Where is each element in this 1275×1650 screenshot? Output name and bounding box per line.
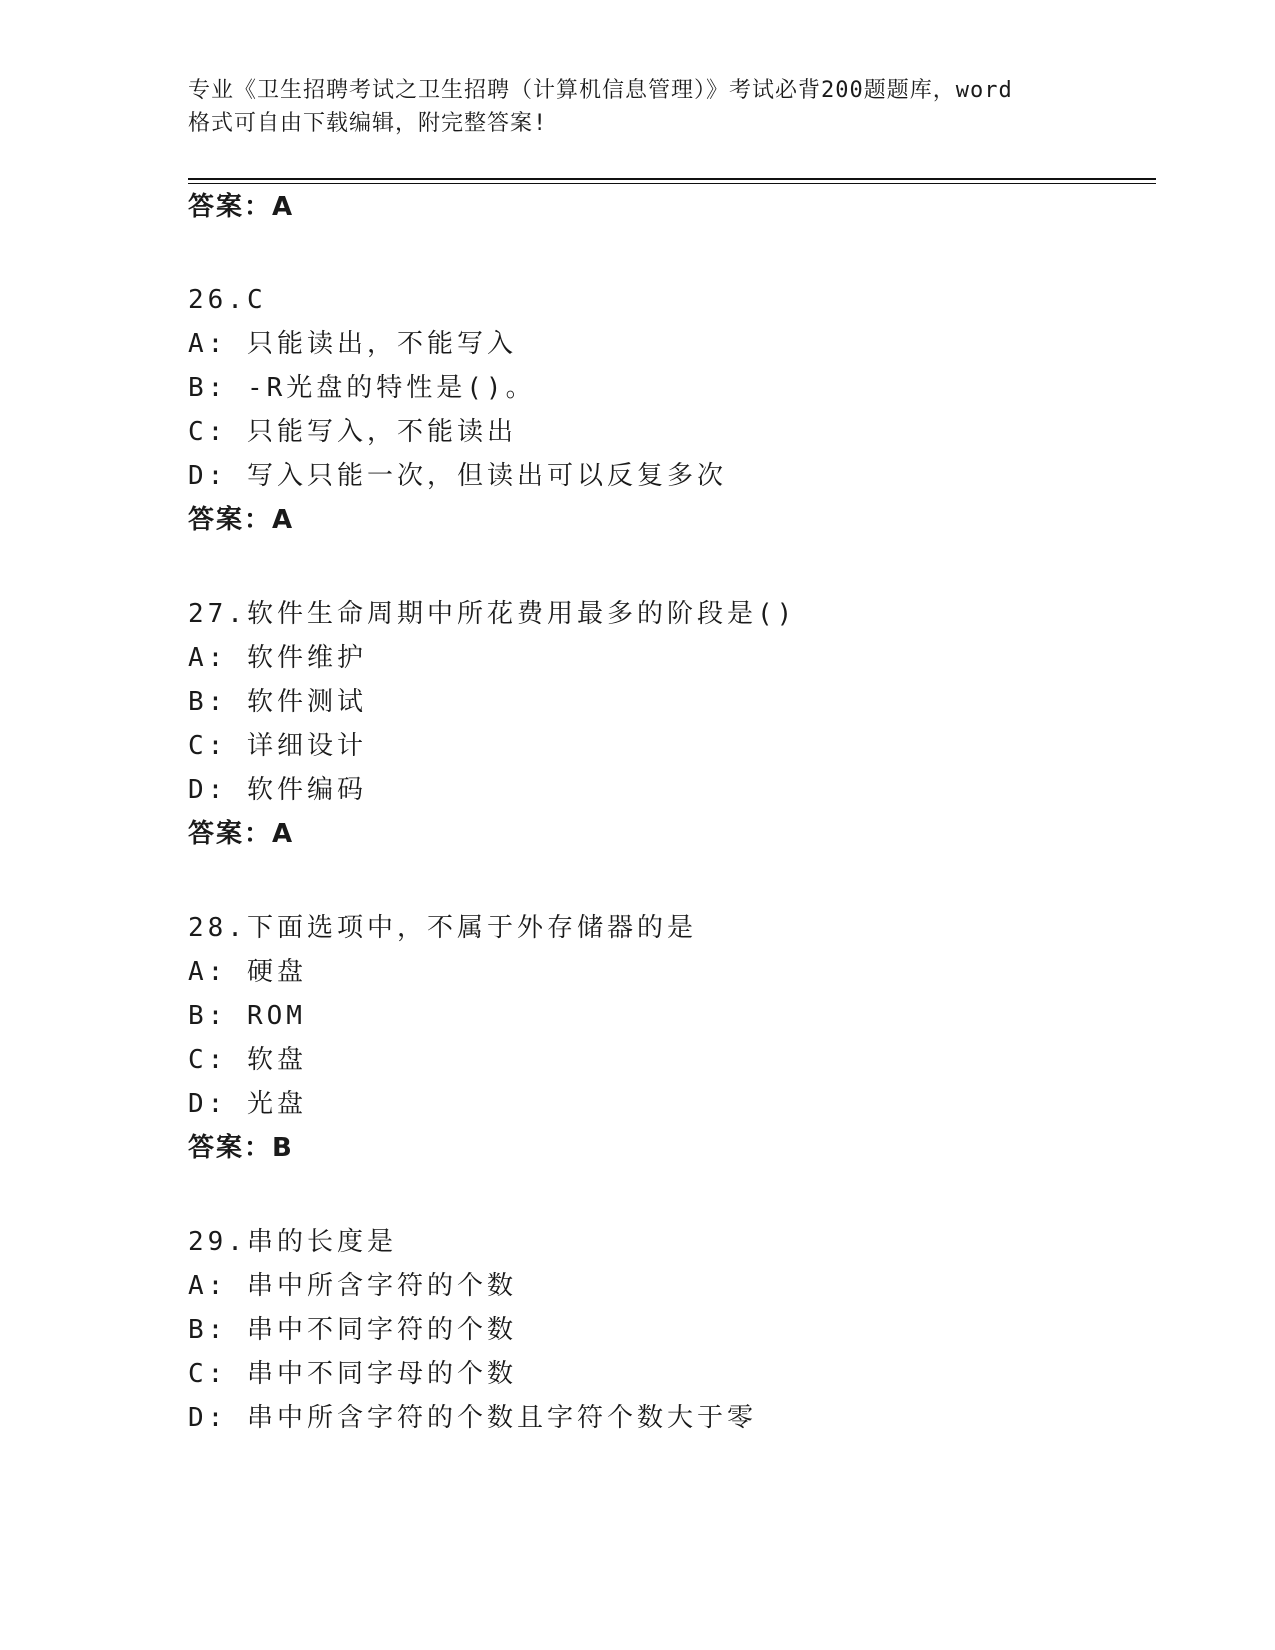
question-stem: 29.串的长度是	[188, 1227, 397, 1257]
option-b: B: ROM	[188, 1001, 306, 1031]
option-d: D: 软件编码	[188, 775, 367, 805]
answer-line: 答案：A	[188, 819, 295, 849]
option-d: D: 写入只能一次，但读出可以反复多次	[188, 461, 727, 491]
header-line-1: 专业《卫生招聘考试之卫生招聘（计算机信息管理）》考试必背200题题库，word	[188, 78, 1013, 103]
option-a: A: 硬盘	[188, 957, 307, 987]
option-a: A: 只能读出，不能写入	[188, 329, 517, 359]
option-c: C: 只能写入，不能读出	[188, 417, 517, 447]
question-stem: 27.软件生命周期中所花费用最多的阶段是()	[188, 599, 797, 629]
option-a: A: 串中所含字符的个数	[188, 1271, 517, 1301]
header-divider-thin	[188, 183, 1156, 184]
option-c: C: 串中不同字母的个数	[188, 1359, 517, 1389]
option-c: C: 软盘	[188, 1045, 307, 1075]
option-b: B: -R光盘的特性是()。	[188, 373, 536, 403]
option-b: B: 软件测试	[188, 687, 367, 717]
option-d: D: 串中所含字符的个数且字符个数大于零	[188, 1403, 757, 1433]
question-stem: 26.C	[188, 285, 267, 315]
question-stem: 28.下面选项中，不属于外存储器的是	[188, 913, 697, 943]
answer-line: 答案：B	[188, 1133, 294, 1163]
document-header	[188, 74, 1088, 140]
answer-line: 答案：A	[188, 505, 295, 535]
answer-line: 答案：A	[188, 192, 295, 222]
option-c: C: 详细设计	[188, 731, 367, 761]
header-divider-thick	[188, 178, 1156, 180]
option-b: B: 串中不同字符的个数	[188, 1315, 517, 1345]
header-line-2: 格式可自由下载编辑，附完整答案!	[188, 111, 548, 136]
option-a: A: 软件维护	[188, 643, 367, 673]
option-d: D: 光盘	[188, 1089, 307, 1119]
